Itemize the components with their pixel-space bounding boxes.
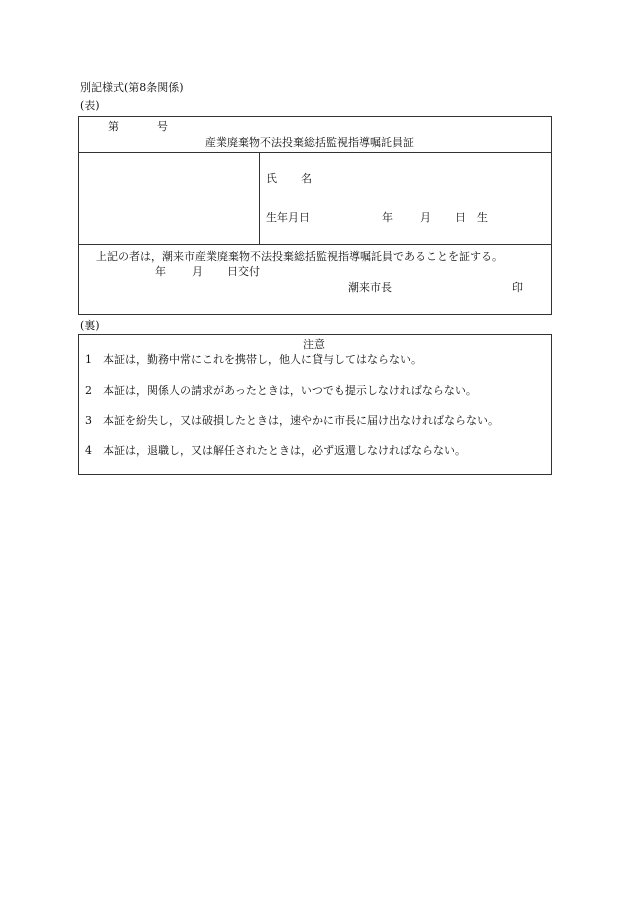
name-label-1: 氏 <box>266 172 277 185</box>
photo-divider <box>259 152 260 244</box>
note-number: 2 <box>85 384 92 397</box>
seal-mark: 印 <box>512 281 523 294</box>
note-text: 本証は，勤務中常にこれを携帯し，他人に貸与してはならない。 <box>103 353 422 366</box>
dob-year: 年 <box>382 211 393 224</box>
dob-sei: 生 <box>477 211 488 224</box>
back-label: (裏) <box>80 319 100 332</box>
mayor-label: 潮来市長 <box>348 281 392 294</box>
issue-month: 月 <box>192 265 203 278</box>
note-number: 1 <box>85 353 92 366</box>
divider <box>78 152 552 153</box>
card-title: 産業廃棄物不法投棄総括監視指導嘱託員証 <box>205 136 414 149</box>
note-number: 3 <box>85 414 92 427</box>
note-text: 本証は，関係人の請求があったときは，いつでも提示しなければならない。 <box>103 384 477 397</box>
issue-year: 年 <box>155 265 166 278</box>
dob-day: 日 <box>455 211 466 224</box>
certify-text: 上記の者は，潮来市産業廃棄物不法投棄総括監視指導嘱託員であることを証する。 <box>96 250 503 263</box>
notice-title: 注意 <box>303 338 325 351</box>
number-dai: 第 <box>108 120 119 133</box>
front-label: (表) <box>80 99 100 112</box>
dob-month: 月 <box>420 211 431 224</box>
note-text: 本証を紛失し，又は破損したときは，速やかに市長に届け出なければならない。 <box>103 414 499 427</box>
note-number: 4 <box>85 444 92 457</box>
note-text: 本証は，退職し，又は解任されたときは，必ず返還しなければならない。 <box>103 444 466 457</box>
form-title: 別記様式(第8条関係) <box>80 81 184 94</box>
issue-day: 日交付 <box>227 265 260 278</box>
dob-label: 生年月日 <box>266 211 310 224</box>
name-label-2: 名 <box>301 172 312 185</box>
divider <box>78 244 552 245</box>
number-go: 号 <box>157 120 168 133</box>
